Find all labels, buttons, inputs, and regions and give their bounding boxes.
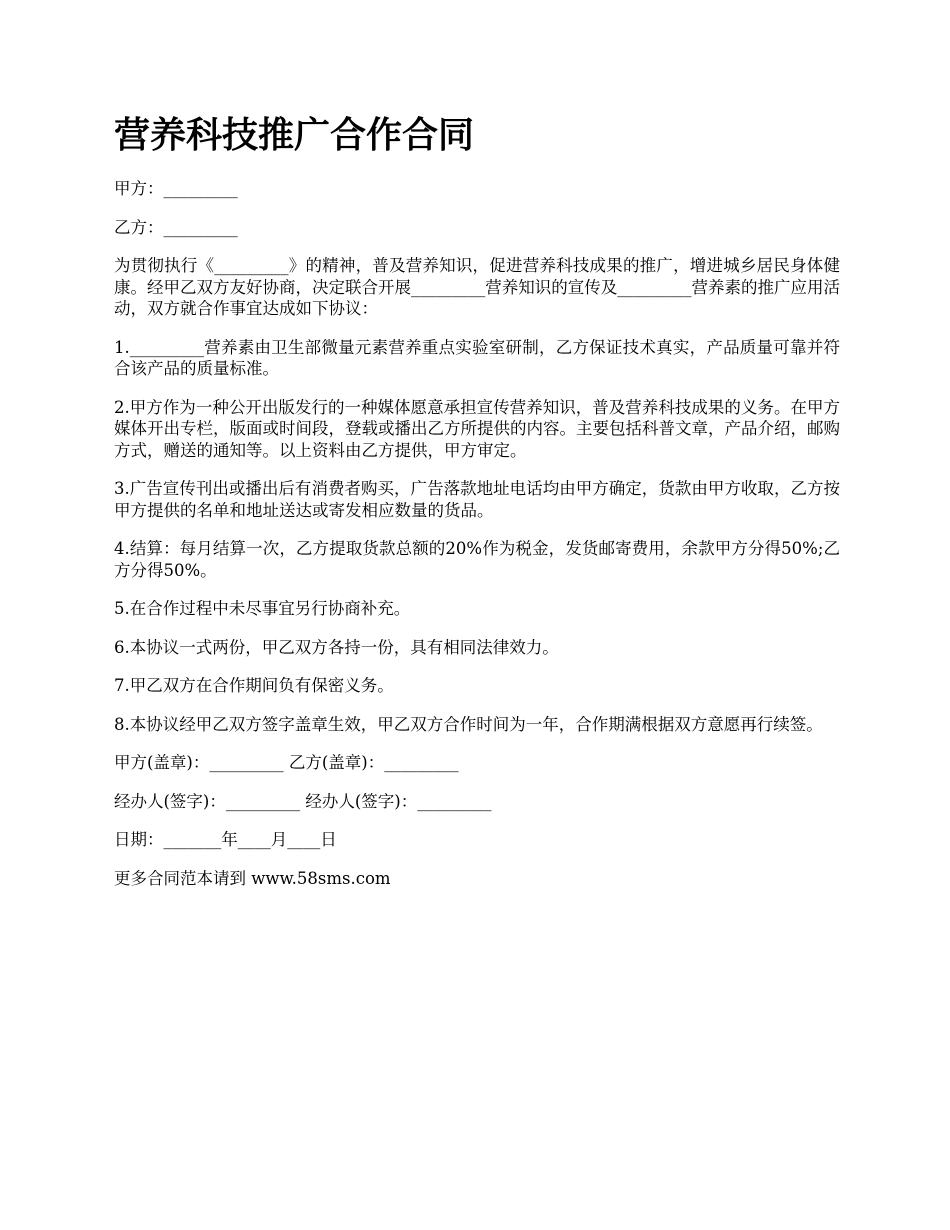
agent-signature-line: 经办人(签字)：_________ 经办人(签字)：_________ — [114, 791, 492, 811]
clause-4: 4.结算：每月结算一次，乙方提取货款总额的20%作为税金，发货邮寄费用，余款甲方分得50%;乙方分得50%。 — [114, 539, 840, 580]
document-body — [114, 178, 840, 906]
preamble-paragraph: 为贯彻执行《_________》的精神，普及营养知识，促进营养科技成果的推广，增进城乡居民身体健康。经甲乙双方友好协商，决定联合开展_________营养知识的宣传及_________营养素的推广应用活动，双方就合作事宜达成如下协议： — [114, 256, 840, 318]
party-b-line: 乙方：_________ — [114, 217, 238, 237]
footer-note: 更多合同范本请到 www.58sms.com — [114, 868, 391, 888]
document-title: 营养科技推广合作合同 — [114, 115, 475, 156]
clause-6: 6.本协议一式两份，甲乙双方各持一份，具有相同法律效力。 — [114, 637, 559, 657]
date-line: 日期：_______年____月____日 — [114, 830, 337, 849]
party-a-line: 甲方：_________ — [114, 179, 238, 198]
clause-1: 1._________营养素由卫生部微量元素营养重点实验室研制，乙方保证技术真实，产品质量可靠并符合该产品的质量标准。 — [114, 337, 840, 378]
clause-2: 2.甲方作为一种公开出版发行的一种媒体愿意承担宣传营养知识，普及营养科技成果的义务。在甲方媒体开出专栏，版面或时间段，登载或播出乙方所提供的内容。主要包括科普文章，产品介绍，邮购方式，赠送的通知等。以上资料由乙方提供，甲方审定。 — [114, 397, 840, 460]
clause-7: 7.甲乙双方在合作期间负有保密义务。 — [114, 676, 394, 695]
clause-5: 5.在合作过程中未尽事宜另行协商补充。 — [114, 599, 411, 618]
seal-signature-line: 甲方(盖章)：_________ 乙方(盖章)：_________ — [114, 753, 459, 772]
clause-8: 8.本协议经甲乙双方签字盖章生效，甲乙双方合作时间为一年，合作期满根据双方意愿再行续签。 — [114, 714, 823, 734]
clause-3: 3.广告宣传刊出或播出后有消费者购买，广告落款地址电话均由甲方确定，货款由甲方收取，乙方按甲方提供的名单和地址送达或寄发相应数量的货品。 — [114, 479, 840, 520]
